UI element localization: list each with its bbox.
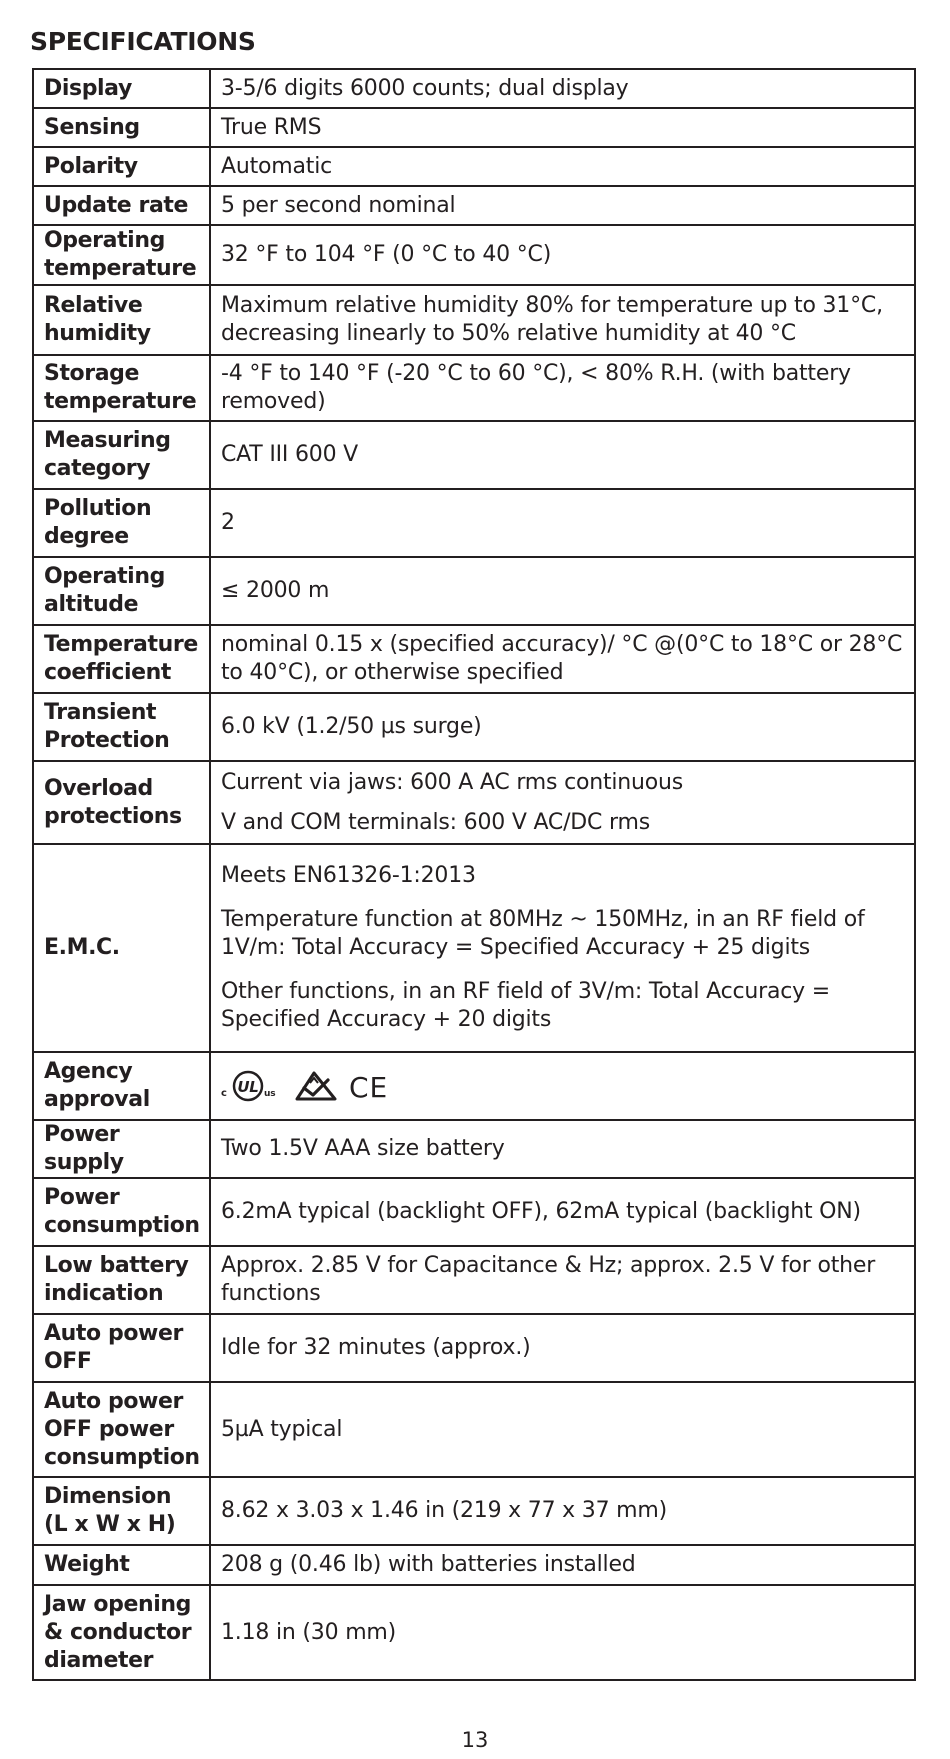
spec-value-line: 8.62 x 3.03 x 1.46 in (219 x 77 x 37 mm) bbox=[221, 1498, 668, 1523]
spec-label: Auto power OFF power consumption bbox=[33, 1382, 210, 1477]
spec-value bbox=[210, 1120, 915, 1178]
spec-value-line: 5µA typical bbox=[221, 1416, 343, 1442]
spec-label: Weight bbox=[33, 1545, 210, 1585]
spec-label: Storage temperature bbox=[33, 355, 210, 421]
spec-value-line: Maximum relative humidity 80% for temperature up to 31°C, decreasing linearly to 50% relative humidity at 40 °C bbox=[221, 293, 883, 346]
page-heading: SPECIFICATIONS bbox=[30, 27, 256, 56]
page-number: 13 bbox=[461, 1728, 489, 1752]
spec-row-temperature-coefficient bbox=[33, 625, 915, 693]
spec-value bbox=[210, 1178, 915, 1246]
spec-row-auto-power-off-consumption bbox=[33, 1382, 915, 1477]
spec-label: Power consumption bbox=[33, 1178, 210, 1246]
svg-text:UL: UL bbox=[237, 1078, 259, 1096]
spec-value-line: Idle for 32 minutes (approx.) bbox=[221, 1335, 531, 1360]
spec-row-dimension bbox=[33, 1477, 915, 1545]
spec-value bbox=[210, 1477, 915, 1545]
spec-value-line: Automatic bbox=[221, 153, 333, 179]
spec-value-line: 1.18 in (30 mm) bbox=[221, 1619, 397, 1645]
spec-value-line: ≤ 2000 m bbox=[221, 578, 330, 603]
spec-label: Low battery indication bbox=[33, 1246, 210, 1314]
spec-label: Display bbox=[33, 69, 210, 108]
spec-value-line: 3-5/6 digits 6000 counts; dual display bbox=[221, 75, 629, 101]
spec-label: Operating temperature bbox=[33, 225, 210, 285]
spec-row-emc bbox=[33, 844, 915, 1052]
spec-row-sensing bbox=[33, 108, 915, 147]
spec-row-auto-power-off bbox=[33, 1314, 915, 1382]
spec-value bbox=[210, 625, 915, 693]
spec-label: Transient Protection bbox=[33, 693, 210, 761]
spec-value-line: 6.0 kV (1.2/50 µs surge) bbox=[221, 714, 482, 739]
spec-label: Temperature coefficient bbox=[33, 625, 210, 693]
spec-value bbox=[210, 186, 915, 225]
spec-label: Power supply bbox=[33, 1120, 210, 1178]
spec-row-storage-temperature bbox=[33, 355, 915, 421]
spec-value-line: 2 bbox=[221, 510, 235, 535]
svg-text:us: us bbox=[264, 1089, 276, 1099]
spec-label: Auto power OFF bbox=[33, 1314, 210, 1382]
agency-marks bbox=[221, 1071, 904, 1101]
spec-label: Agency approval bbox=[33, 1052, 210, 1120]
svg-text:c: c bbox=[221, 1088, 227, 1099]
spec-value-line: Two 1.5V AAA size battery bbox=[221, 1136, 505, 1161]
ce-mark-icon bbox=[349, 1069, 389, 1103]
spec-value-line: 208 g (0.46 lb) with batteries installed bbox=[221, 1552, 636, 1577]
spec-row-low-battery-indication bbox=[33, 1246, 915, 1314]
spec-label: Overload protections bbox=[33, 761, 210, 844]
rcm-triangle-check-icon bbox=[293, 1069, 339, 1103]
spec-row-power-supply bbox=[33, 1120, 915, 1178]
spec-value-line: -4 °F to 140 °F (-20 °C to 60 °C), < 80% R.H. (with battery removed) bbox=[221, 361, 851, 414]
spec-row-agency-approval bbox=[33, 1052, 915, 1120]
spec-label: E.M.C. bbox=[33, 844, 210, 1052]
spec-row-jaw-opening bbox=[33, 1585, 915, 1680]
spec-value-line: 6.2mA typical (backlight OFF), 62mA typical (backlight ON) bbox=[221, 1199, 861, 1224]
spec-value bbox=[210, 1585, 915, 1680]
spec-row-update-rate bbox=[33, 186, 915, 225]
spec-row-power-consumption bbox=[33, 1178, 915, 1246]
spec-value-line: Current via jaws: 600 A AC rms continuous bbox=[221, 769, 684, 795]
spec-row-operating-temperature bbox=[33, 225, 915, 285]
spec-label: Relative humidity bbox=[33, 285, 210, 355]
spec-value-line: CAT III 600 V bbox=[221, 442, 359, 467]
spec-label: Operating altitude bbox=[33, 557, 210, 625]
spec-value bbox=[210, 355, 915, 421]
spec-value bbox=[210, 1545, 915, 1585]
spec-label: Update rate bbox=[33, 186, 210, 225]
spec-value bbox=[210, 761, 915, 844]
spec-value bbox=[210, 285, 915, 355]
spec-value bbox=[210, 844, 915, 1052]
spec-row-weight bbox=[33, 1545, 915, 1585]
spec-row-pollution-degree bbox=[33, 489, 915, 557]
spec-row-measuring-category bbox=[33, 421, 915, 489]
spec-label: Jaw opening & conductor diameter bbox=[33, 1585, 210, 1680]
spec-label: Dimension (L x W x H) bbox=[33, 1477, 210, 1545]
spec-value bbox=[210, 693, 915, 761]
spec-value bbox=[210, 1052, 915, 1120]
spec-value bbox=[210, 69, 915, 108]
spec-row-operating-altitude bbox=[33, 557, 915, 625]
spec-row-overload-protections bbox=[33, 761, 915, 844]
spec-row-relative-humidity bbox=[33, 285, 915, 355]
spec-value-line: V and COM terminals: 600 V AC/DC rms bbox=[221, 809, 650, 835]
spec-value bbox=[210, 421, 915, 489]
spec-value-line: Approx. 2.85 V for Capacitance & Hz; approx. 2.5 V for other functions bbox=[221, 1253, 876, 1306]
spec-value-line: Meets EN61326-1:2013 bbox=[221, 863, 476, 888]
spec-value bbox=[210, 225, 915, 285]
spec-label: Polarity bbox=[33, 147, 210, 186]
ul-listing-mark-icon bbox=[221, 1069, 283, 1103]
spec-value-line: 5 per second nominal bbox=[221, 192, 456, 218]
spec-value-line: Other functions, in an RF field of 3V/m: Total Accuracy = Specified Accuracy + 20 digits bbox=[221, 979, 830, 1032]
spec-value bbox=[210, 1314, 915, 1382]
spec-row-polarity bbox=[33, 147, 915, 186]
spec-value bbox=[210, 1382, 915, 1477]
spec-value-line: Temperature function at 80MHz ~ 150MHz, in an RF field of 1V/m: Total Accuracy = Specified Accuracy + 25 digits bbox=[221, 907, 865, 960]
spec-label: Measuring category bbox=[33, 421, 210, 489]
spec-label: Sensing bbox=[33, 108, 210, 147]
spec-row-display bbox=[33, 69, 915, 108]
spec-row-transient-protection bbox=[33, 693, 915, 761]
svg-text:CE: CE bbox=[349, 1071, 389, 1103]
spec-value bbox=[210, 1246, 915, 1314]
spec-value bbox=[210, 489, 915, 557]
spec-value-line: True RMS bbox=[221, 114, 322, 140]
spec-label: Pollution degree bbox=[33, 489, 210, 557]
spec-value bbox=[210, 147, 915, 186]
spec-value-line: 32 °F to 104 °F (0 °C to 40 °C) bbox=[221, 242, 552, 267]
specifications-table bbox=[32, 68, 916, 1681]
spec-value-line: nominal 0.15 x (specified accuracy)/ °C @(0°C to 18°C or 28°C to 40°C), or otherwise specified bbox=[221, 632, 903, 685]
spec-value bbox=[210, 108, 915, 147]
spec-value bbox=[210, 557, 915, 625]
